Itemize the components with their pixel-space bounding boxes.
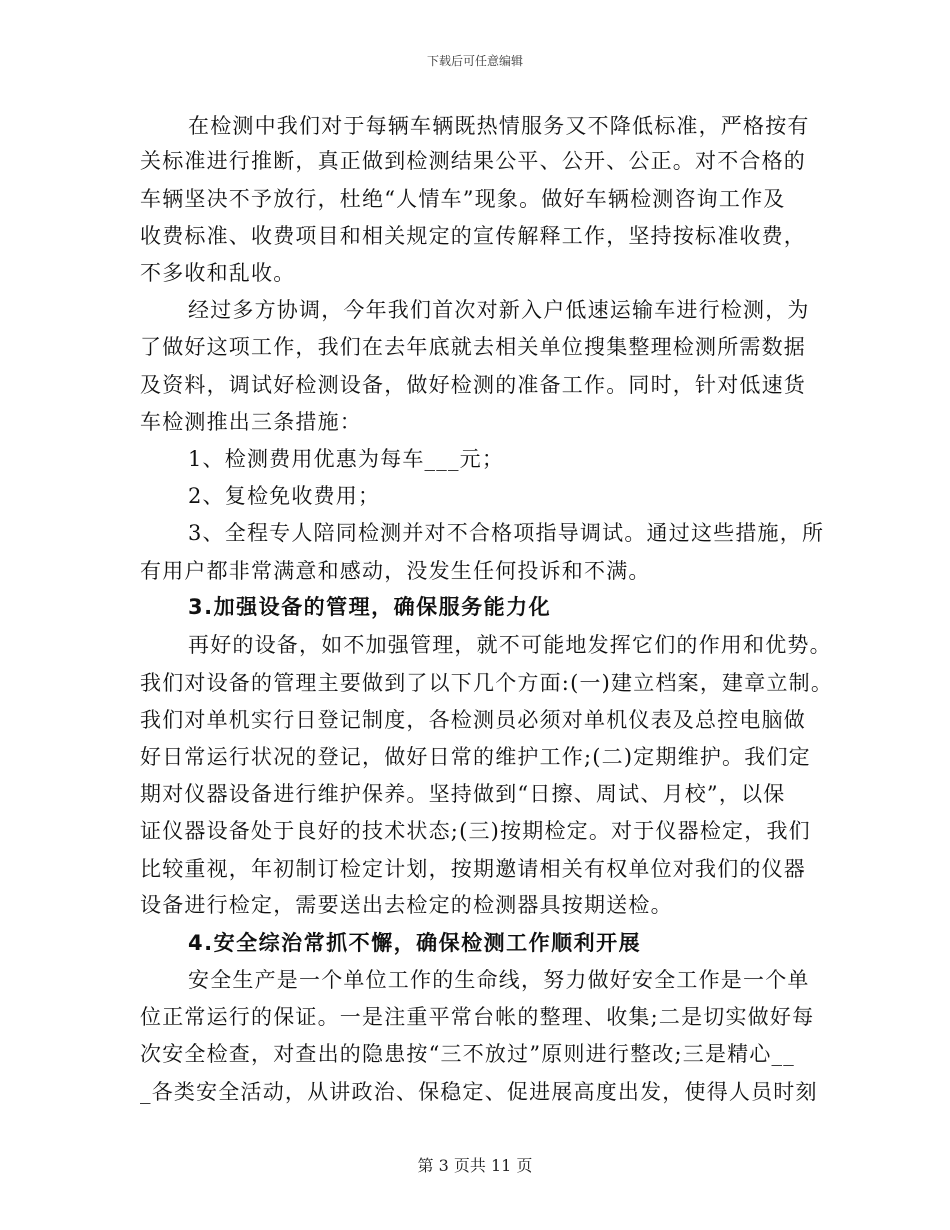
paragraph-line: 车检测推出三条措施：	[140, 410, 362, 434]
paragraph-line: 了做好这项工作，我们在去年底就去相关单位搜集整理检测所需数据	[140, 335, 806, 359]
paragraph-line: 我们对单机实行日登记制度，各检测员必须对单机仪表及总控电脑做	[140, 708, 806, 732]
section-heading: 3.加强设备的管理，确保服务能力化	[188, 595, 552, 619]
paragraph-line: 不多收和乱收。	[140, 261, 296, 285]
paragraph-line: 位正常运行的保证。一是注重平常台帐的整理、收集;二是切实做好每	[140, 1005, 815, 1029]
paragraph-line: _各类安全活动，从讲政治、保稳定、促进展高度出发，使得人员时刻	[140, 1080, 818, 1104]
list-item-line: 3、全程专人陪同检测并对不合格项指导调试。通过这些措施，所	[188, 521, 825, 545]
paragraph-line: 收费标准、收费项目和相关规定的宣传解释工作，坚持按标准收费，	[140, 224, 806, 248]
paragraph-line: 次安全检查，对查出的隐患按“三不放过”原则进行整改;三是精心__	[140, 1042, 795, 1066]
list-item-line: 1、检测费用优惠为每车___元；	[188, 447, 505, 471]
paragraph-line: 关标准进行推断，真正做到检测结果公平、公开、公正。对不合格的	[140, 149, 806, 173]
paragraph-line: 在检测中我们对于每辆车辆既热情服务又不降低标准，严格按有	[188, 114, 810, 138]
paragraph-line: 及资料，调试好检测设备，做好检测的准备工作。同时，针对低速货	[140, 373, 806, 397]
paragraph-line: 有用户都非常满意和感动，没发生任何投诉和不满。	[140, 559, 651, 583]
paragraph-line: 好日常运行状况的登记，做好日常的维护工作;(二)定期维护。我们定	[140, 745, 811, 769]
paragraph-line: 再好的设备，如不加强管理，就不可能地发挥它们的作用和优势。	[188, 633, 832, 657]
paragraph-line: 我们对设备的管理主要做到了以下几个方面:(一)建立档案，建章立制。	[140, 671, 834, 695]
list-item-line: 2、复检免收费用；	[188, 484, 381, 508]
paragraph-line: 证仪器设备处于良好的技术状态;(三)按期检定。对于仪器检定，我们	[140, 819, 811, 843]
page-header-note: 下载后可任意编辑	[426, 54, 523, 68]
page-number-footer: 第 3 页共 11 页	[417, 1156, 533, 1175]
paragraph-line: 比较重视，年初制订检定计划，按期邀请相关有权单位对我们的仪器	[140, 857, 806, 881]
paragraph-line: 安全生产是一个单位工作的生命线，努力做好安全工作是一个单	[188, 968, 810, 992]
paragraph-line: 设备进行检定，需要送出去检定的检测器具按期送检。	[140, 893, 673, 917]
paragraph-line: 期对仪器设备进行维护保养。坚持做到“日擦、周试、月校”，以保	[140, 782, 786, 806]
section-heading: 4.安全综治常抓不懈，确保检测工作顺利开展	[188, 931, 642, 955]
paragraph-line: 车辆坚决不予放行，杜绝“人情车”现象。做好车辆检测咨询工作及	[140, 187, 786, 211]
paragraph-line: 经过多方协调，今年我们首次对新入户低速运输车进行检测，为	[188, 298, 810, 322]
